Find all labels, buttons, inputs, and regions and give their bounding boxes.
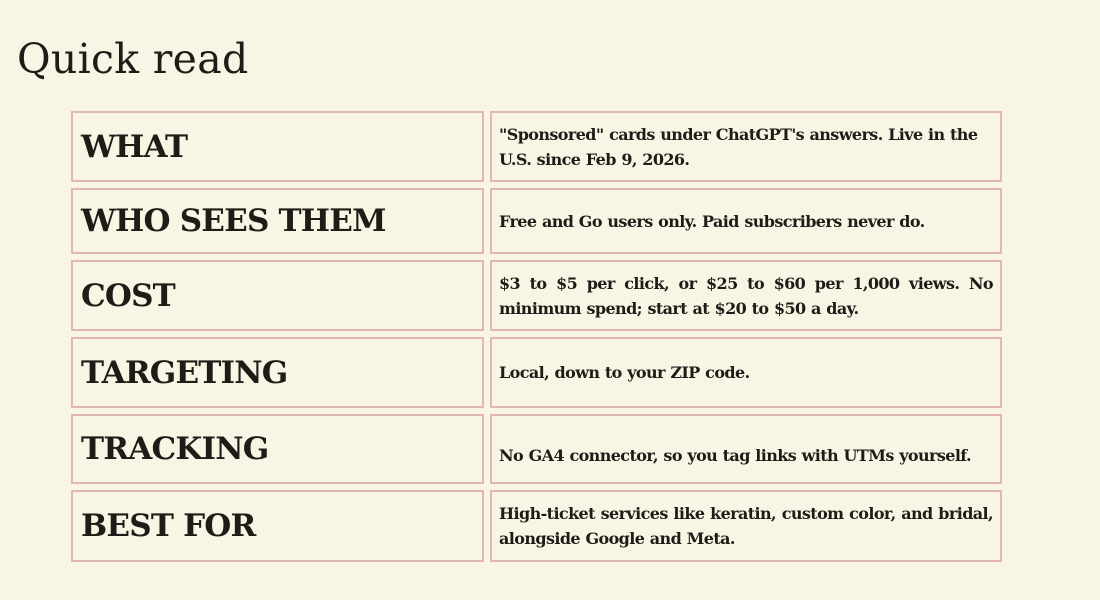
summary-table [71, 111, 1002, 562]
row-label-targeting: TARGETING [81, 354, 288, 391]
label-cell [71, 337, 484, 408]
row-value-targeting: Local, down to your ZIP code. [499, 363, 750, 382]
label-cell [71, 188, 484, 254]
label-cell [71, 260, 484, 331]
value-cell [490, 490, 1002, 562]
row-value-tracking: No GA4 connector, so you tag links with UTMs yourself. [499, 446, 971, 465]
row-value-cost: $3 to $5 per click, or $25 to $60 per 1,000 views. No minimum spend; start at $20 to $50 a day. [499, 273, 993, 318]
value-cell [490, 260, 1002, 331]
page-title: Quick read [17, 35, 249, 83]
row-value-best-for: High-ticket services like keratin, custom color, and bridal, alongside Google and Meta. [499, 504, 993, 548]
table-row [71, 111, 1002, 182]
table-row [71, 260, 1002, 331]
table-row [71, 337, 1002, 408]
table-row [71, 414, 1002, 484]
row-label-what: WHAT [81, 128, 188, 165]
table-row [71, 490, 1002, 562]
row-label-who-sees-them: WHO SEES THEM [81, 203, 386, 239]
value-cell [490, 414, 1002, 484]
table-row [71, 188, 1002, 254]
label-cell [71, 490, 484, 562]
row-label-best-for: BEST FOR [81, 508, 256, 544]
row-value-what: "Sponsored" cards under ChatGPT's answers. Live in the U.S. since Feb 9, 2026. [499, 124, 978, 169]
value-cell [490, 111, 1002, 182]
row-label-tracking: TRACKING [81, 431, 269, 467]
value-cell [490, 337, 1002, 408]
label-cell [71, 414, 484, 484]
label-cell [71, 111, 484, 182]
row-label-cost: COST [81, 277, 175, 314]
row-value-who-sees-them: Free and Go users only. Paid subscribers never do. [499, 211, 925, 231]
value-cell [490, 188, 1002, 254]
